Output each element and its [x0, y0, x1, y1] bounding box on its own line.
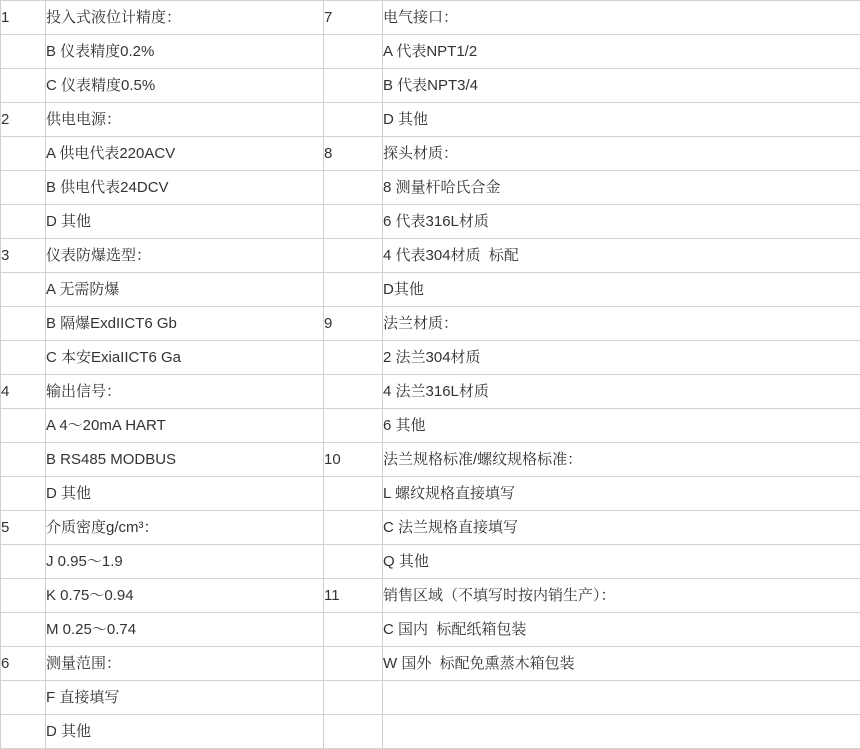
row-number-cell	[324, 35, 383, 69]
table-row	[1, 613, 860, 647]
spec-text-cell: J 0.95～1.9	[46, 545, 324, 579]
table-row	[1, 205, 860, 239]
spec-text-cell: 2 法兰304材质	[383, 341, 860, 375]
table-row	[1, 273, 860, 307]
row-number-cell: 3	[1, 239, 46, 273]
row-number-cell: 10	[324, 443, 383, 477]
table-row	[1, 103, 860, 137]
row-number-cell: 5	[1, 511, 46, 545]
row-number-cell: 8	[324, 137, 383, 171]
table-row	[1, 35, 860, 69]
row-number-cell	[1, 35, 46, 69]
spec-text-cell: 输出信号：	[46, 375, 324, 409]
table-row	[1, 409, 860, 443]
spec-text-cell: A 4～20mA HART	[46, 409, 324, 443]
spec-text-cell: D 其他	[383, 103, 860, 137]
row-number-cell	[324, 103, 383, 137]
spec-text-cell: 投入式液位计精度：	[46, 1, 324, 35]
spec-text-cell: 仪表防爆选型：	[46, 239, 324, 273]
table-row	[1, 171, 860, 205]
row-number-cell: 4	[1, 375, 46, 409]
row-number-cell	[324, 647, 383, 681]
spec-text-cell: B RS485 MODBUS	[46, 443, 324, 477]
spec-text-cell	[383, 715, 860, 749]
table-row	[1, 341, 860, 375]
table-row	[1, 715, 860, 749]
spec-text-cell: A 无需防爆	[46, 273, 324, 307]
row-number-cell	[1, 545, 46, 579]
spec-text-cell: A 代表NPT1/2	[383, 35, 860, 69]
row-number-cell	[1, 477, 46, 511]
row-number-cell	[1, 341, 46, 375]
row-number-cell	[1, 69, 46, 103]
spec-text-cell: D 其他	[46, 205, 324, 239]
row-number-cell	[324, 341, 383, 375]
spec-text-cell: C 仪表精度0.5%	[46, 69, 324, 103]
spec-text-cell: 6 其他	[383, 409, 860, 443]
table-row	[1, 307, 860, 341]
spec-text-cell: L 螺纹规格直接填写	[383, 477, 860, 511]
row-number-cell	[1, 681, 46, 715]
table-row	[1, 239, 860, 273]
row-number-cell: 11	[324, 579, 383, 613]
spec-text-cell: 介质密度g/cm³：	[46, 511, 324, 545]
table-row	[1, 545, 860, 579]
spec-text-cell: B 隔爆ExdIICT6 Gb	[46, 307, 324, 341]
spec-text-cell: D 其他	[46, 715, 324, 749]
spec-text-cell: W 国外 标配免熏蒸木箱包装	[383, 647, 860, 681]
spec-text-cell: M 0.25～0.74	[46, 613, 324, 647]
spec-text-cell: D 其他	[46, 477, 324, 511]
spec-text-cell: C 国内 标配纸箱包装	[383, 613, 860, 647]
spec-text-cell: 探头材质：	[383, 137, 860, 171]
spec-text-cell: 法兰规格标准/螺纹规格标准：	[383, 443, 860, 477]
spec-text-cell: K 0.75～0.94	[46, 579, 324, 613]
spec-text-cell	[383, 681, 860, 715]
spec-text-cell: 8 测量杆哈氏合金	[383, 171, 860, 205]
table-row	[1, 647, 860, 681]
table-row	[1, 579, 860, 613]
table-row	[1, 511, 860, 545]
table-row	[1, 443, 860, 477]
row-number-cell: 6	[1, 647, 46, 681]
spec-text-cell: 销售区域（不填写时按内销生产）：	[383, 579, 860, 613]
row-number-cell	[324, 375, 383, 409]
table-row	[1, 69, 860, 103]
row-number-cell	[1, 409, 46, 443]
spec-text-cell: C 法兰规格直接填写	[383, 511, 860, 545]
row-number-cell	[324, 171, 383, 205]
spec-text-cell: 测量范围：	[46, 647, 324, 681]
spec-text-cell: 法兰材质：	[383, 307, 860, 341]
spec-text-cell: 电气接口：	[383, 1, 860, 35]
row-number-cell	[324, 205, 383, 239]
spec-text-cell: D其他	[383, 273, 860, 307]
spec-text-cell: 4 法兰316L材质	[383, 375, 860, 409]
row-number-cell	[1, 613, 46, 647]
row-number-cell	[324, 545, 383, 579]
row-number-cell: 1	[1, 1, 46, 35]
row-number-cell	[1, 443, 46, 477]
row-number-cell	[324, 477, 383, 511]
spec-table-body	[1, 1, 860, 749]
spec-text-cell: Q 其他	[383, 545, 860, 579]
row-number-cell	[1, 205, 46, 239]
spec-text-cell: A 供电代表220ACV	[46, 137, 324, 171]
table-row	[1, 681, 860, 715]
row-number-cell	[1, 171, 46, 205]
row-number-cell	[324, 239, 383, 273]
table-row	[1, 137, 860, 171]
row-number-cell	[324, 273, 383, 307]
spec-text-cell: C 本安ExiaIICT6 Ga	[46, 341, 324, 375]
spec-text-cell: 供电电源：	[46, 103, 324, 137]
row-number-cell	[324, 681, 383, 715]
row-number-cell: 9	[324, 307, 383, 341]
row-number-cell: 7	[324, 1, 383, 35]
table-row	[1, 375, 860, 409]
row-number-cell	[1, 715, 46, 749]
spec-text-cell: B 供电代表24DCV	[46, 171, 324, 205]
row-number-cell	[1, 137, 46, 171]
row-number-cell	[324, 409, 383, 443]
row-number-cell	[324, 511, 383, 545]
row-number-cell	[1, 579, 46, 613]
row-number-cell	[324, 613, 383, 647]
row-number-cell	[324, 715, 383, 749]
spec-text-cell: B 仪表精度0.2%	[46, 35, 324, 69]
row-number-cell	[1, 307, 46, 341]
spec-text-cell: B 代表NPT3/4	[383, 69, 860, 103]
row-number-cell	[324, 69, 383, 103]
spec-text-cell: F 直接填写	[46, 681, 324, 715]
row-number-cell	[1, 273, 46, 307]
spec-text-cell: 6 代表316L材质	[383, 205, 860, 239]
row-number-cell: 2	[1, 103, 46, 137]
table-row	[1, 1, 860, 35]
spec-text-cell: 4 代表304材质 标配	[383, 239, 860, 273]
table-row	[1, 477, 860, 511]
